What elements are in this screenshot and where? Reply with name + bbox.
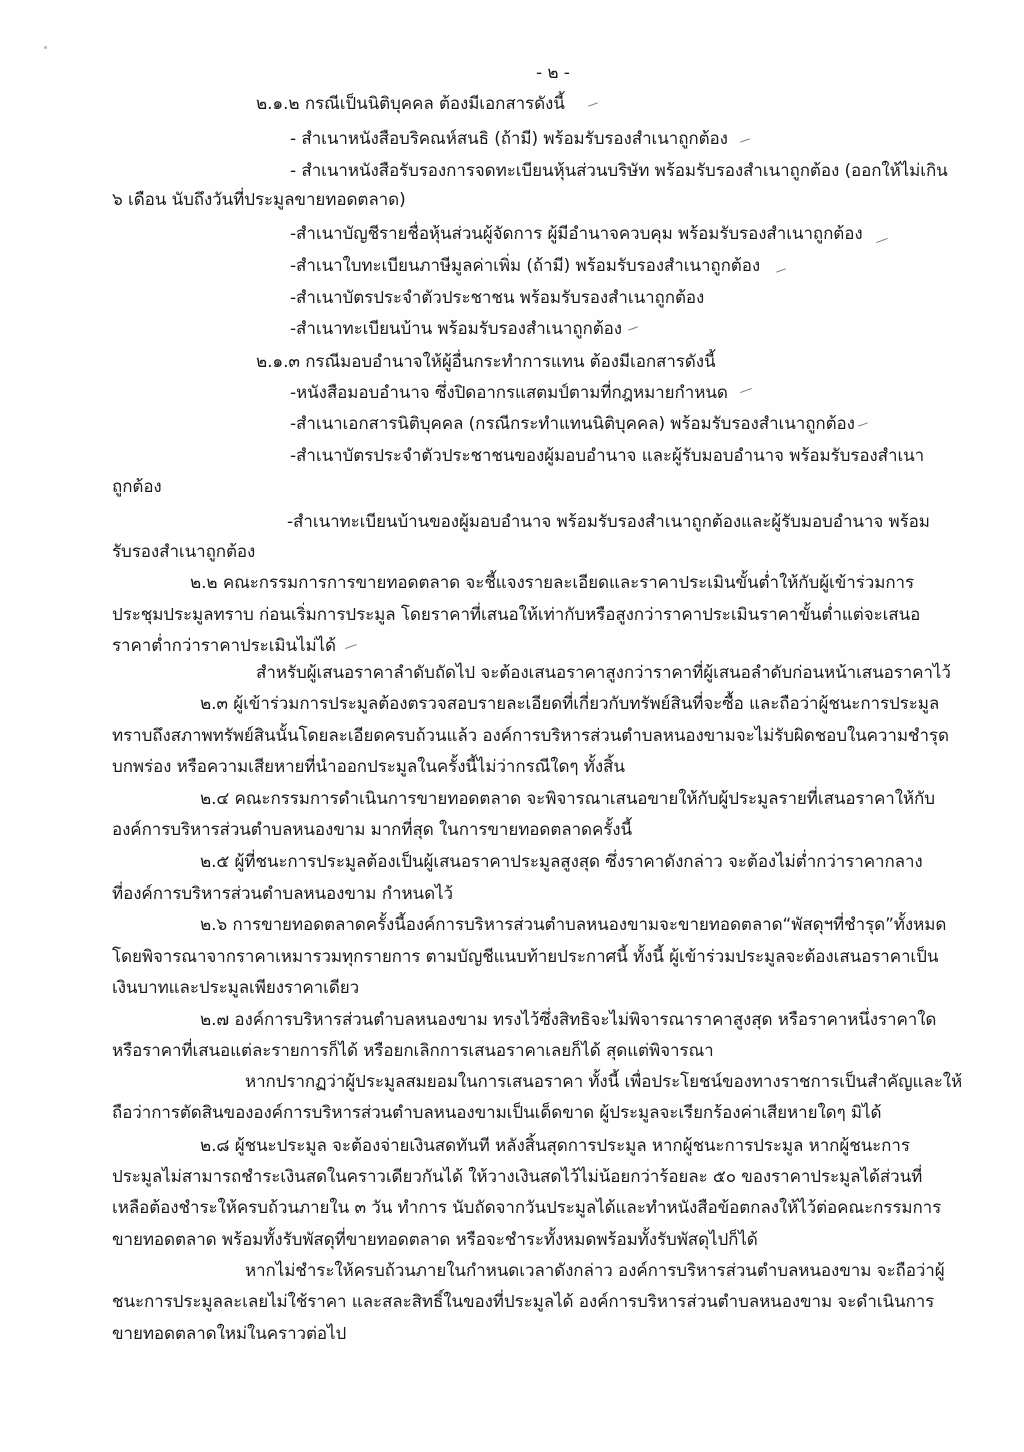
- section-2-4: ๒.๔ คณะกรรมการดำเนินการขายทอดตลาด จะพิจารณาเสนอขายให้กับผู้ประมูลรายที่เสนอราคาให้กับ: [200, 789, 935, 809]
- text-line: -สำเนาทะเบียนบ้านของผู้มอบอำนาจ พร้อมรับรองสำเนาถูกต้องและผู้รับมอบอำนาจ พร้อม: [287, 512, 930, 532]
- check-mark: [876, 238, 888, 243]
- section-2-8: ๒.๘ ผู้ชนะประมูล จะต้องจ่ายเงินสดทันที หลังสิ้นสุดการประมูล หากผู้ชนะการประมูล หากผู้ชนะการ: [200, 1136, 910, 1156]
- text-line: หากไม่ชำระให้ครบถ้วนภายในกำหนดเวลาดังกล่าว องค์การบริหารส่วนตำบลหนองขาม จะถือว่าผู้: [245, 1261, 945, 1281]
- section-2-1-3-heading: ๒.๑.๓ กรณีมอบอำนาจให้ผู้อื่นกระทำการแทน ต้องมีเอกสารดังนี้: [256, 352, 716, 372]
- text-line: -สำเนาบัญชีรายชื่อหุ้นส่วนผู้จัดการ ผู้มีอำนาจควบคุม พร้อมรับรองสำเนาถูกต้อง: [290, 224, 863, 244]
- text-line: หรือราคาที่เสนอแต่ละรายการก็ได้ หรือยกเลิกการเสนอราคาเลยก็ได้ สุดแต่พิจารณา: [112, 1041, 714, 1061]
- text-line: -สำเนาบัตรประจำตัวประชาชน พร้อมรับรองสำเนาถูกต้อง: [290, 288, 705, 308]
- text-line: -สำเนาบัตรประจำตัวประชาชนของผู้มอบอำนาจ และผู้รับมอบอำนาจ พร้อมรับรองสำเนา: [290, 446, 925, 466]
- section-2-3: ๒.๓ ผู้เข้าร่วมการประมูลต้องตรวจสอบรายละเอียดที่เกี่ยวกับทรัพย์สินที่จะซื้อ และถือว่าผู้ชนะการประมูล: [200, 694, 940, 714]
- text-line: ทราบถึงสภาพทรัพย์สินนั้นโดยละเอียดครบถ้วนแล้ว องค์การบริหารส่วนตำบลหนองขามจะไม่รับผิดชอบในความชำรุด: [112, 726, 949, 746]
- check-mark: [628, 326, 638, 330]
- section-2-6: ๒.๖ การขายทอดตลาดครั้งนี้องค์การบริหารส่วนตำบลหนองขามจะขายทอดตลาด“พัสดุฯที่ชำรุด”ทั้งหมด: [200, 915, 947, 935]
- text-line: โดยพิจารณาจากราคาเหมารวมทุกรายการ ตามบัญชีแนบท้ายประกาศนี้ ทั้งนี้ ผู้เข้าร่วมประมูลจะต้องเสนอราคาเป็น: [112, 947, 939, 967]
- section-2-7: ๒.๗ องค์การบริหารส่วนตำบลหนองขาม ทรงไว้ซึ่งสิทธิจะไม่พิจารณาราคาสูงสุด หรือราคาหนึ่งราคาใด: [200, 1010, 937, 1030]
- text-line: ชนะการประมูลละเลยไม่ใช้ราคา และสละสิทธิ์ในของที่ประมูลได้ องค์การบริหารส่วนตำบลหนองขาม จะดำเนินการ: [112, 1292, 935, 1312]
- text-line: ประมูลไม่สามารถชำระเงินสดในคราวเดียวกันได้ ให้วางเงินสดไว้ไม่น้อยกว่าร้อยละ ๕๐ ของราคาประมูลได้ส่วนที่: [112, 1167, 923, 1187]
- section-2-2: ๒.๒ คณะกรรมการการขายทอดตลาด จะชี้แจงรายละเอียดและราคาประเมินขั้นต่ำให้กับผู้เข้าร่วมการ: [190, 573, 914, 593]
- check-mark: [858, 422, 868, 426]
- text-line: - สำเนาหนังสือบริคณห์สนธิ (ถ้ามี) พร้อมรับรองสำเนาถูกต้อง: [290, 129, 728, 149]
- text-line: องค์การบริหารส่วนตำบลหนองขาม มากที่สุด ในการขายทอดตลาดครั้งนี้: [112, 820, 633, 840]
- text-line: -สำเนาทะเบียนบ้าน พร้อมรับรองสำเนาถูกต้อง: [290, 319, 622, 339]
- text-line: -สำเนาใบทะเบียนภาษีมูลค่าเพิ่ม (ถ้ามี) พร้อมรับรองสำเนาถูกต้อง: [290, 256, 761, 276]
- section-2-5: ๒.๕ ผู้ที่ชนะการประมูลต้องเป็นผู้เสนอราคาประมูลสูงสุด ซึ่งราคาดังกล่าว จะต้องไม่ต่ำกว่าราคากลาง: [200, 852, 923, 872]
- section-2-1-2-heading: ๒.๑.๒ กรณีเป็นนิติบุคคล ต้องมีเอกสารดังนี้: [256, 94, 565, 114]
- scan-speck: [44, 46, 47, 49]
- check-mark: [588, 102, 598, 106]
- text-line: ขายทอดตลาด พร้อมทั้งรับพัสดุที่ขายทอดตลาด หรือจะชำระทั้งหมดพร้อมทั้งรับพัสดุไปก็ได้: [112, 1230, 758, 1250]
- check-mark: [776, 268, 786, 272]
- text-line: รับรองสำเนาถูกต้อง: [112, 542, 256, 562]
- check-mark: [345, 644, 357, 649]
- text-line: ราคาต่ำกว่าราคาประเมินไม่ได้: [112, 636, 336, 656]
- text-line: - สำเนาหนังสือรับรองการจดทะเบียนหุ้นส่วนบริษัท พร้อมรับรองสำเนาถูกต้อง (ออกให้ไม่เกิน: [290, 161, 948, 181]
- check-mark: [740, 138, 750, 142]
- page-number: - ๒ -: [536, 63, 570, 83]
- text-line: สำหรับผู้เสนอราคาลำดับถัดไป จะต้องเสนอราคาสูงกว่าราคาที่ผู้เสนอลำดับก่อนหน้าเสนอราคาไว้: [256, 663, 951, 683]
- text-line: ที่องค์การบริหารส่วนตำบลหนองขาม กำหนดไว้: [112, 884, 453, 904]
- text-line: ขายทอดตลาดใหม่ในคราวต่อไป: [112, 1324, 347, 1344]
- text-line: เหลือต้องชำระให้ครบถ้วนภายใน ๓ วัน ทำการ นับถัดจากวันประมูลได้และทำหนังสือข้อตกลงให้ไว้ต่อคณะกรรมการ: [112, 1198, 942, 1218]
- text-line: เงินบาทและประมูลเพียงราคาเดียว: [112, 978, 360, 998]
- text-line: ประชุมประมูลทราบ ก่อนเริ่มการประมูล โดยราคาที่เสนอให้เท่ากับหรือสูงกว่าราคาประเมินราคาขั้นต่ำแต่จะเสนอ: [112, 605, 921, 625]
- text-line: -สำเนาเอกสารนิติบุคคล (กรณีกระทำแทนนิติบุคคล) พร้อมรับรองสำเนาถูกต้อง: [290, 414, 855, 434]
- text-line: หากปรากฏว่าผู้ประมูลสมยอมในการเสนอราคา ทั้งนี้ เพื่อประโยชน์ของทางราชการเป็นสำคัญและให้: [245, 1072, 963, 1092]
- text-line: ๖ เดือน นับถึงวันที่ประมูลขายทอดตลาด): [112, 190, 406, 210]
- text-line: -หนังสือมอบอำนาจ ซึ่งปิดอากรแสตมป์ตามที่กฎหมายกำหนด: [290, 383, 728, 403]
- text-line: ถูกต้อง: [112, 477, 162, 497]
- text-line: บกพร่อง หรือความเสียหายที่นำออกประมูลในครั้งนี้ไม่ว่ากรณีใดๆ ทั้งสิ้น: [112, 757, 625, 777]
- check-mark: [740, 388, 752, 393]
- text-line: ถือว่าการตัดสินขององค์การบริหารส่วนตำบลหนองขามเป็นเด็ดขาด ผู้ประมูลจะเรียกร้องค่าเสียหายใดๆ มิได้: [112, 1103, 882, 1123]
